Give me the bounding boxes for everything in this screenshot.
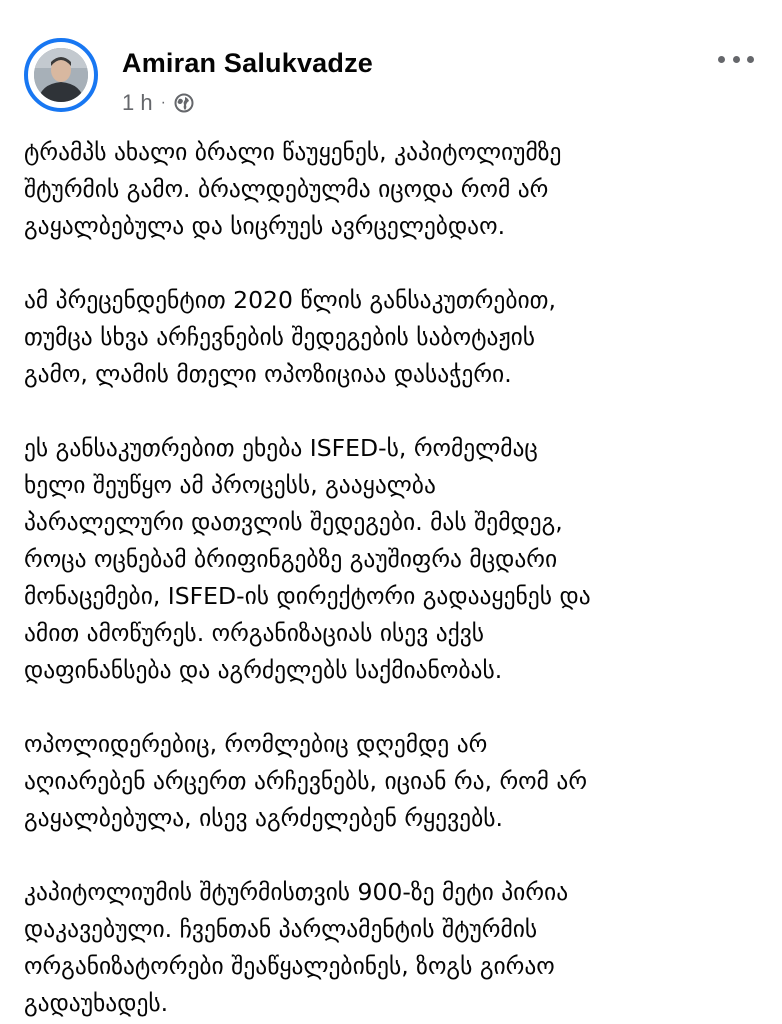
- post-meta: [122, 89, 194, 117]
- avatar[interactable]: [34, 48, 88, 102]
- more-dot: [733, 56, 740, 63]
- meta-separator: ·: [160, 94, 166, 111]
- post-paragraph: ეს განსაკუთრებით ეხება ISFED-ს, რომელმაც ხელი შეუწყო ამ პროცესს, გააყალბა პარალელური დათვლის შედეგები. მას შემდეგ, როცა ოცნებამ ბრიფინგებზე გაუშიფრა მცდარი მონაცემები, ISFED-ის დირექტორი გადააყენეს და ამით ამოწურეს. ორგანიზაციას ისევ აქვს დაფინანსება და აგრძელებს საქმიანობას.: [24, 434, 591, 684]
- post-paragraph: ამ პრეცენდენტით 2020 წლის განსაკუთრებით, თუმცა სხვა არჩევნების შედეგების საბოტაჟის გამო, ლამის მთელი ოპოზიციაა დასაჭერი.: [24, 286, 556, 388]
- post-paragraph: ოპოლიდერებიც, რომლებიც დღემდე არ აღიარებენ არცერთ არჩევნებს, იციან რა, რომ არ გაყალბებულა, ისევ აგრძელებენ რყევებს.: [24, 730, 588, 832]
- avatar-photo-icon: [34, 48, 88, 102]
- avatar-story-ring[interactable]: [24, 38, 98, 112]
- globe-icon[interactable]: [174, 93, 194, 113]
- more-dot: [718, 56, 725, 63]
- more-dot: [747, 56, 754, 63]
- post-paragraph: კაპიტოლიუმის შტურმისთვის 900-ზე მეტი პირია დაკავებული. ჩვენთან პარლამენტის შტურმის ორგანიზატორები შეაწყალებინეს, ზოგს გირაო გადაუხადეს.: [24, 878, 569, 1017]
- post-body: [24, 134, 764, 1022]
- post-paragraph: ტრამპს ახალი ბრალი წაუყენეს, კაპიტოლიუმზე შტურმის გამო. ბრალდებულმა იცოდა რომ არ გაყალბებულა და სიცრუეს ავრცელებდაო.: [24, 138, 562, 240]
- author-name[interactable]: Amiran Salukvadze: [122, 48, 374, 78]
- post-timestamp[interactable]: 1 h: [122, 90, 153, 115]
- more-options-button[interactable]: [718, 48, 754, 70]
- post-header: [0, 0, 782, 125]
